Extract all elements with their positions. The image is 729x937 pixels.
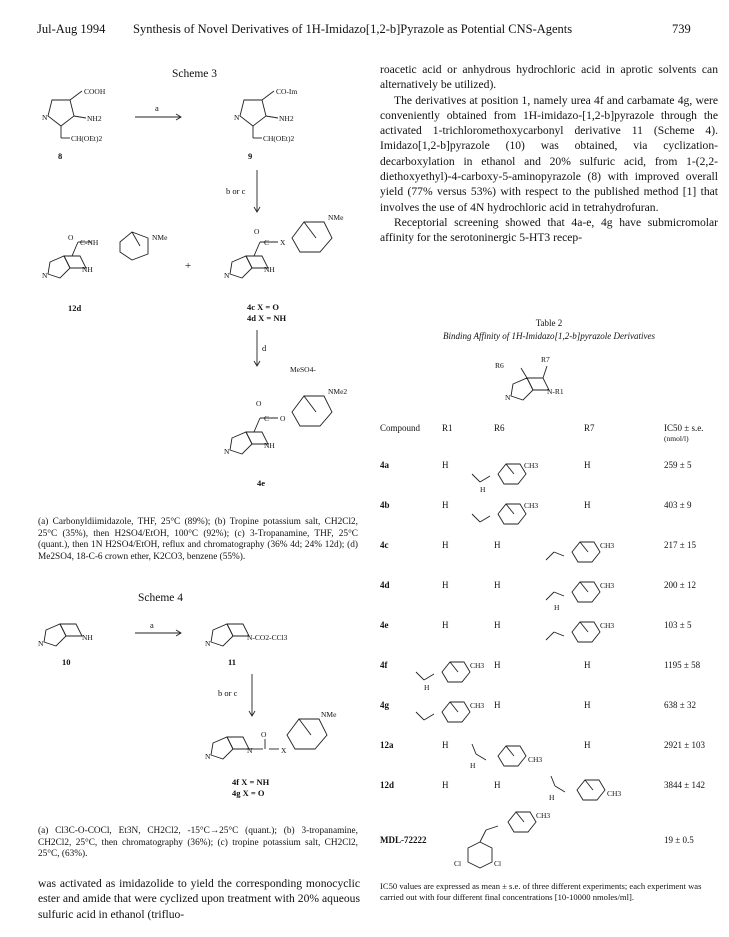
- atom-ch3: CH3: [600, 581, 615, 590]
- atom-ch3: CH3: [607, 789, 622, 798]
- atom-nr1: N-R1: [547, 387, 564, 396]
- substituent-4a-r6: [466, 460, 546, 496]
- atom-nco2ccl3: N-CO2-CCl3: [247, 633, 288, 642]
- atom-n: N: [205, 639, 211, 648]
- atom-nh: NH: [264, 265, 275, 274]
- col-r6: R6: [494, 423, 505, 433]
- substituent-4g-r1: [410, 698, 500, 734]
- atom-h: H: [549, 793, 555, 802]
- label-cmp4f: 4f X = NH: [232, 777, 270, 787]
- label-step-a: a: [155, 103, 159, 113]
- compound-12d-structure: [40, 222, 180, 297]
- atom-h: H: [480, 485, 486, 494]
- atom-h: H: [470, 761, 476, 770]
- table-row: 4g H H 638 ± 32: [380, 700, 696, 710]
- paragraph-1: roacetic acid or anhydrous hydrochloric acid in aprotic solvents can alternatively be utilized).: [380, 63, 718, 92]
- atom-o2: O: [280, 414, 286, 423]
- atom-nh2: NH2: [279, 114, 294, 123]
- running-date: Jul-Aug 1994: [37, 22, 106, 36]
- col-ic50: IC50 ± s.e. (nmol/l): [664, 423, 704, 443]
- label-step-a-s4: a: [150, 620, 154, 630]
- table-footnote: IC50 values are expressed as mean ± s.e. of three different experiments; each experiment was carried out with four different final concentrations [10-10000 nmoles/ml].: [380, 881, 702, 902]
- label-cmp4d: 4d X = NH: [247, 313, 287, 323]
- atom-ch3: CH3: [470, 701, 485, 710]
- atom-coim: CO-Im: [276, 87, 298, 96]
- paragraph-3: Receptorial screening showed that 4a-e, 4g have submicromolar affinity for the serotoninergic 5-HT3 recep-: [380, 215, 718, 245]
- scheme4-title: Scheme 4: [138, 592, 184, 604]
- atom-cnh: C-NH: [80, 238, 99, 247]
- substituent-4e-r7: [540, 618, 620, 654]
- label-step-boc: b or c: [226, 186, 246, 196]
- atom-cooh: COOH: [84, 87, 106, 96]
- col-r1: R1: [442, 423, 453, 433]
- atom-n: N: [42, 271, 48, 280]
- col-compound: Compound: [380, 423, 421, 433]
- atom-o: O: [256, 399, 262, 408]
- col-r7: R7: [584, 423, 595, 433]
- atom-cl-2: Cl: [494, 859, 502, 868]
- substituent-4d-r7: [540, 578, 620, 614]
- atom-ch3: CH3: [470, 661, 485, 670]
- label-cmp4c: 4c X = O: [247, 302, 279, 312]
- atom-c: C: [264, 238, 270, 247]
- compound-10-structure: [38, 612, 108, 652]
- atom-n: N: [234, 113, 240, 122]
- substituent-12a-r6: [466, 738, 556, 774]
- label-step-d: d: [262, 343, 267, 353]
- label-cmp11: 11: [228, 657, 237, 667]
- atom-n: N: [224, 271, 230, 280]
- arrow-a-s4: [135, 628, 185, 638]
- table-row: 4e H H 103 ± 5: [380, 620, 692, 630]
- atom-x: X: [281, 746, 287, 755]
- table-row: 12d H H 3844 ± 142: [380, 780, 705, 790]
- atom-n: N: [42, 113, 48, 122]
- table-row: MDL-72222 19 ± 0.5: [380, 835, 694, 845]
- compound-4f-4g-structure: [205, 705, 345, 775]
- table-title: Binding Affinity of 1H-Imidazo[1,2-b]pyrazole Derivatives: [442, 331, 656, 341]
- scheme4-caption: (a) Cl3C-O-COCl, Et3N, CH2Cl2, -15°C→25°C (quant.); (b) 3-tropanamine, CH2Cl2, 25°C, then chromatography (36%); (c) tropine potassium salt, CH2Cl2, 25°C, (63%).: [38, 826, 358, 860]
- atom-x: X: [280, 238, 286, 247]
- table-row: 12a H H 2921 ± 103: [380, 740, 705, 750]
- table-core-structure: [475, 350, 615, 410]
- atom-h: H: [424, 683, 430, 692]
- atom-n: N: [505, 393, 511, 402]
- table-row: 4c H H 217 ± 15: [380, 540, 696, 550]
- atom-o: O: [68, 233, 74, 242]
- atom-meso4: MeSO4-: [290, 365, 316, 374]
- table-row: 4f H H 1195 ± 58: [380, 660, 701, 670]
- arrow-a: [135, 112, 185, 122]
- atom-nme: NMe: [328, 213, 344, 222]
- table-label: Table 2: [535, 318, 563, 328]
- atom-o: O: [254, 227, 260, 236]
- atom-n: N: [38, 639, 44, 648]
- table-row: 4b H H 403 ± 9: [380, 500, 692, 510]
- atom-nme: NMe: [152, 233, 168, 242]
- right-body-text: [380, 62, 718, 246]
- label-cmp4g: 4g X = O: [232, 788, 265, 798]
- atom-o: O: [261, 730, 267, 739]
- atom-cl-1: Cl: [454, 859, 462, 868]
- label-cmp8: 8: [58, 151, 63, 161]
- atom-r7: R7: [541, 355, 550, 364]
- atom-n: N: [224, 447, 230, 456]
- compound-11-structure: [205, 612, 325, 652]
- compound-4c-4d-structure: [222, 212, 362, 302]
- substituent-4b-r6: [466, 500, 546, 536]
- atom-nme: NMe: [321, 710, 337, 719]
- substituent-4f-r1: [410, 658, 500, 694]
- arrow-down-1: [252, 170, 262, 215]
- label-step-boc-s4: b or c: [218, 688, 238, 698]
- substituent-12d-r7: [545, 770, 635, 810]
- label-cmp9: 9: [248, 151, 253, 161]
- compound-4e-structure: [222, 362, 372, 472]
- substituent-4c-r7: [540, 538, 620, 574]
- running-title: Synthesis of Novel Derivatives of 1H-Imidazo[1,2-b]Pyrazole as Potential CNS-Agents: [133, 22, 573, 36]
- atom-ch3: CH3: [600, 621, 615, 630]
- compound-8-structure: [30, 88, 110, 150]
- atom-c: C: [264, 414, 270, 423]
- page-number: 739: [672, 22, 691, 36]
- atom-ch3: CH3: [600, 541, 615, 550]
- scheme3-caption: (a) Carbonyldiimidazole, THF, 25°C (89%); (b) Tropine potassium salt, CH2Cl2, 25°C (35%), then H2SO4/EtOH, 100°C (92%); (c) 3-Tropanamine, THF, 25°C (quant.), then 1N H2SO4/EtOH, reflux and chromatography (36% 4d; 24% 12d); (d) Me2SO4, 18-C-6 crown ether, K2CO3, benzene (55%).: [38, 517, 358, 562]
- paragraph-2: The derivatives at position 1, namely urea 4f and carbamate 4g, were conveniently obtained from 1H-imidazo-[1,2-b]pyrazole through the activated 1-trichloromethoxycarbonyl derivative 11 (Scheme 4). Imidazo[1,2-b]pyrazole (10) was obtained, via cyclization-decarboxylation in ethanol and 20% sulfuric acid, from 1-(2,2-diethoxyethyl)-4-carboxy-5-aminopyrazole (8) with improved overall yield (77% versus 53%) with respect to the published method [1] that involves the use of 4N hydrochloric acid in tetrahydrofuran.: [380, 93, 718, 214]
- compound-9-structure: [222, 88, 302, 150]
- label-cmp12d: 12d: [68, 303, 82, 313]
- atom-nh: NH: [264, 441, 275, 450]
- label-cmp10: 10: [62, 657, 71, 667]
- atom-choet: CH(OEt)2: [263, 134, 295, 143]
- atom-n: N: [205, 752, 211, 761]
- left-paragraph: was activated as imidazolide to yield the corresponding monocyclic ester and amide that were cyclized upon treatment with 20% aqueous sulfuric acid in ethanol (trifluo-: [38, 877, 360, 921]
- atom-h: H: [554, 603, 560, 612]
- atom-ch3: CH3: [524, 461, 539, 470]
- atom-nme2: NMe2: [328, 387, 348, 396]
- atom-r6: R6: [495, 361, 504, 370]
- plus-sign: +: [185, 260, 192, 272]
- atom-choet: CH(OEt)2: [71, 134, 103, 143]
- atom-nh2: NH2: [87, 114, 102, 123]
- scheme3-title: Scheme 3: [172, 68, 218, 80]
- atom-nh: NH: [82, 265, 93, 274]
- atom-n-s4: N: [247, 746, 253, 755]
- table-row: 4a H H 259 ± 5: [380, 460, 692, 470]
- atom-nh: NH: [82, 633, 93, 642]
- atom-ch3: CH3: [528, 755, 543, 764]
- label-cmp4e: 4e: [257, 478, 266, 488]
- table-row: 4d H H 200 ± 12: [380, 580, 696, 590]
- table-header-row: [380, 423, 720, 445]
- atom-ch3: CH3: [536, 811, 551, 820]
- atom-ch3: CH3: [524, 501, 539, 510]
- left-body-text: [38, 876, 360, 922]
- substituent-mdl72222: [450, 808, 560, 880]
